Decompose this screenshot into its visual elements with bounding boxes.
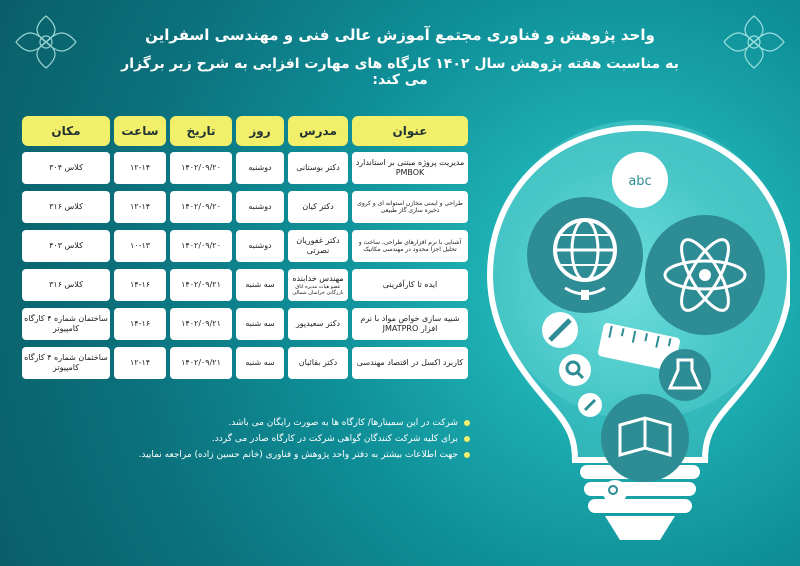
paperclip-icon <box>578 393 602 417</box>
table-header-row <box>22 116 468 146</box>
cell-date: ۱۴۰۲/۰۹/۲۰ <box>170 191 232 223</box>
note-text: شرکت در این سمینارها/ کارگاه ها به صورت رایگان می باشد. <box>228 418 458 428</box>
bullet-icon <box>464 436 470 442</box>
notes-list <box>50 418 470 466</box>
note-item <box>50 450 470 460</box>
cell-time: ۱۲-۱۴ <box>114 191 166 223</box>
cell-day: دوشنبه <box>236 152 284 184</box>
note-text: برای کلیه شرکت کنندگان گواهی شرکت در کارگاه صادر می گردد. <box>211 434 458 444</box>
cell-teacher: دکتر کیان <box>288 191 348 223</box>
table-row <box>22 308 468 340</box>
cell-date: ۱۴۰۲/۰۹/۲۱ <box>170 308 232 340</box>
header-line-2: به مناسبت هفته پژوهش سال ۱۴۰۲ کارگاه های مهارت افزایی به شرح زیر برگزار می کند: <box>121 56 679 88</box>
cell-title: آشنایی با نرم افزارهای طراحی، ساخت و تحلیل اجزا محدود در مهندسی مکانیک <box>352 230 468 262</box>
header-place: مکان <box>22 116 110 146</box>
abc-bubble-icon <box>612 152 668 208</box>
magnifier-icon <box>603 480 627 504</box>
lightbulb-illustration <box>480 120 790 560</box>
abc-label: abc <box>628 174 652 189</box>
cell-day: دوشنبه <box>236 230 284 262</box>
cell-title: شبیه سازی خواص مواد با نرم افزار JMATPRO <box>352 308 468 340</box>
teacher-name: مهندس خدابنده <box>292 274 344 283</box>
table-row <box>22 347 468 379</box>
header-time: ساعت <box>114 116 166 146</box>
globe-icon <box>527 197 643 313</box>
cell-title: طراحی و ایمنی مخازن استوانه ای و کروی ذخیره سازی گاز طبیعی <box>352 191 468 223</box>
cell-teacher: دکتر غفوریان نصرتی <box>288 230 348 262</box>
atom-icon <box>645 215 765 335</box>
table-row <box>22 269 468 301</box>
cell-time: ۱۰-۱۳ <box>114 230 166 262</box>
cell-time: ۱۴-۱۶ <box>114 269 166 301</box>
flask-icon <box>659 349 711 401</box>
cell-teacher <box>288 269 348 301</box>
cell-place: ساختمان شماره ۴ کارگاه کامپیوتر <box>22 308 110 340</box>
cell-place: کلاس ۳۱۶ <box>22 269 110 301</box>
schedule-table <box>22 116 468 386</box>
cell-date: ۱۴۰۲/۰۹/۲۱ <box>170 269 232 301</box>
cell-date: ۱۴۰۲/۰۹/۲۱ <box>170 347 232 379</box>
cell-time: ۱۲-۱۴ <box>114 347 166 379</box>
cell-day: سه شنبه <box>236 269 284 301</box>
table-row <box>22 230 468 262</box>
cell-day: دوشنبه <box>236 191 284 223</box>
cell-title: ایده تا کارآفرینی <box>352 269 468 301</box>
cell-title: مدیریت پروژه مبتنی بر استاندارد PMBOK <box>352 152 468 184</box>
pencil-icon <box>542 312 578 348</box>
magnifier-icon <box>559 354 591 386</box>
cell-place: کلاس ۳۰۴ <box>22 152 110 184</box>
cell-teacher: دکتر سعیدپور <box>288 308 348 340</box>
note-item <box>50 418 470 428</box>
cell-date: ۱۴۰۲/۰۹/۲۰ <box>170 230 232 262</box>
cell-day: سه شنبه <box>236 347 284 379</box>
header-title: عنوان <box>352 116 468 146</box>
cell-place: کلاس ۴۰۳ <box>22 230 110 262</box>
cell-place: کلاس ۳۱۶ <box>22 191 110 223</box>
bullet-icon <box>464 452 470 458</box>
cell-teacher: دکتر بقائیان <box>288 347 348 379</box>
ornament-icon <box>6 12 86 72</box>
table-row <box>22 191 468 223</box>
cell-title: کاربرد اکسل در اقتصاد مهندسی <box>352 347 468 379</box>
cell-teacher: دکتر بوستانی <box>288 152 348 184</box>
header-day: روز <box>236 116 284 146</box>
cell-time: ۱۲-۱۴ <box>114 152 166 184</box>
header-teacher: مدرس <box>288 116 348 146</box>
ornament-icon <box>714 12 794 72</box>
cell-day: سه شنبه <box>236 308 284 340</box>
header-line-1: واحد پژوهش و فناوری مجتمع آموزش عالی فنی و مهندسی اسفراین <box>145 26 655 44</box>
book-icon <box>601 394 689 482</box>
header-date: تاریخ <box>170 116 232 146</box>
cell-place: ساختمان شماره ۴ کارگاه کامپیوتر <box>22 347 110 379</box>
note-text: جهت اطلاعات بیشتر به دفتر واحد پژوهش و فناوری (خانم حسین زاده) مراجعه نمایید. <box>138 450 458 460</box>
table-row <box>22 152 468 184</box>
teacher-note: عضو هیات مدیره اتاق بازرگانی خراسان شمالی <box>292 284 344 296</box>
cell-time: ۱۴-۱۶ <box>114 308 166 340</box>
cell-date: ۱۴۰۲/۰۹/۲۰ <box>170 152 232 184</box>
bullet-icon <box>464 420 470 426</box>
note-item <box>50 434 470 444</box>
